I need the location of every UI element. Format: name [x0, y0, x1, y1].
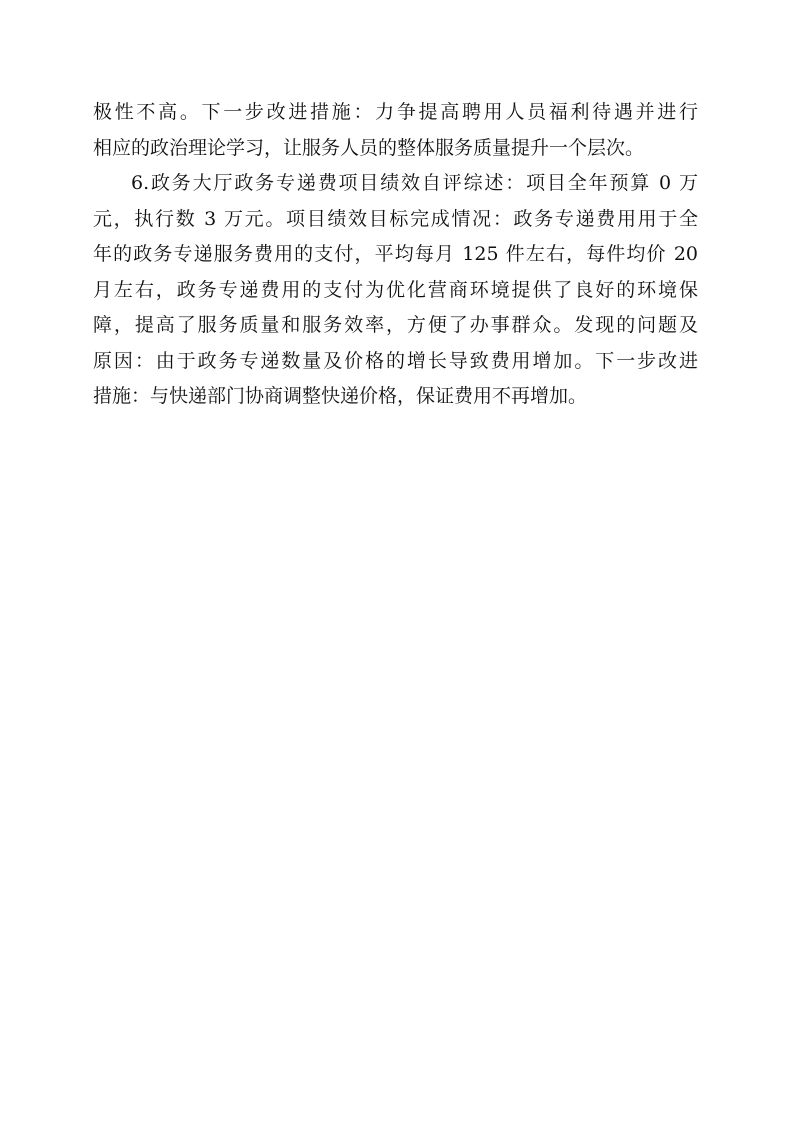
text-line: 极性不高。下一步改进措施：力争提高聘用人员福利待遇并进行	[93, 101, 698, 123]
document-body	[93, 95, 698, 415]
text-line: 相应的政治理论学习，让服务人员的整体服务质量提升一个层次。	[93, 136, 645, 159]
text-line: 6.政务大厅政务专递费项目绩效自评综述：项目全年预算 0 万	[131, 172, 698, 194]
text-line: 月左右，政务专递费用的支付为优化营商环境提供了良好的环境保	[93, 278, 698, 301]
text-line: 措施：与快递部门协商调整快递价格，保证费用不再增加。	[93, 385, 588, 407]
text-line: 原因：由于政务专递数量及价格的增长导致费用增加。下一步改进	[93, 349, 698, 372]
paragraph-continuation	[93, 95, 698, 166]
text-line: 年的政务专递服务费用的支付，平均每月 125 件左右，每件均价 20	[93, 243, 698, 265]
paragraph-item-6	[93, 166, 698, 415]
text-line: 障，提高了服务质量和服务效率，方便了办事群众。发现的问题及	[93, 314, 698, 336]
text-line: 元，执行数 3 万元。项目绩效目标完成情况：政务专递费用用于全	[93, 207, 698, 230]
